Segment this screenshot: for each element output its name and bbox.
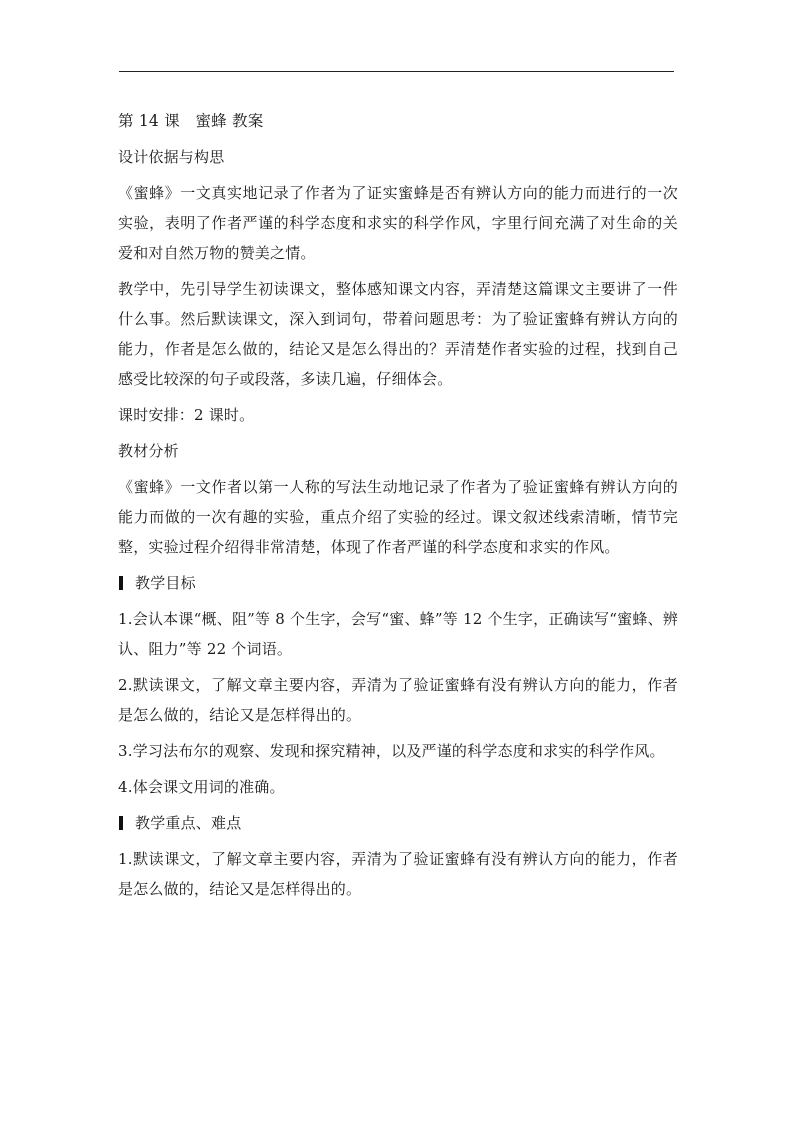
design-basis-paragraph-2: 教学中，先引导学生初读课文，整体感知课文内容，弄清楚这篇课文主要讲了一件什么事。然后默读课文，深入到词句，带着问题思考：为了验证蜜蜂有辨认方向的能力，作者是怎么做的，结论又是怎么得出的？弄清楚作者实验的过程，找到自己感受比较深的句子或段落，多读几遍，仔细体会。 [118, 280, 678, 388]
material-analysis-paragraph: 《蜜蜂》一文作者以第一人称的写法生动地记录了作者为了验证蜜蜂有辨认方向的能力而做的一次有趣的实验，重点介绍了实验的经过。课文叙述线索清晰，情节完整，实验过程介绍得非常清楚，体现了作者严谨的科学态度和求实的作风。 [118, 478, 678, 556]
heading-bar-icon [119, 816, 123, 830]
key-points-heading-label: 教学重点、难点 [135, 814, 242, 832]
key-points-heading [118, 808, 678, 838]
design-basis-paragraph-1: 《蜜蜂》一文真实地记录了作者为了证实蜜蜂是否有辨认方向的能力而进行的一次实验，表明了作者严谨的科学态度和求实的科学作风，字里行间充满了对生命的关爱和对自然万物的赞美之情。 [118, 184, 678, 262]
objective-item-2: 2.默读课文，了解文章主要内容，弄清为了验证蜜蜂有没有辨认方向的能力，作者是怎么做的，结论又是怎样得出的。 [118, 676, 678, 724]
schedule-text: 课时安排：2 课时。 [118, 406, 255, 424]
key-point-item-1: 1.默读课文，了解文章主要内容，弄清为了验证蜜蜂有没有辨认方向的能力，作者是怎么做的，结论又是怎样得出的。 [118, 850, 678, 898]
objectives-heading [118, 568, 678, 598]
page-title: 第 14 课 蜜蜂 教案 [118, 112, 264, 130]
objective-item-3: 3.学习法布尔的观察、发现和探究精神，以及严谨的科学态度和求实的科学作风。 [118, 742, 665, 760]
header-rule [119, 71, 674, 72]
document-body [118, 106, 678, 910]
objectives-heading-label: 教学目标 [135, 574, 196, 592]
design-basis-heading: 设计依据与构思 [118, 148, 225, 166]
objective-item-4: 4.体会课文用词的准确。 [118, 778, 285, 796]
objective-item-1: 1.会认本课“概、阻”等 8 个生字，会写“蜜、蜂”等 12 个生字，正确读写“蜜蜂、辨认、阻力”等 22 个词语。 [118, 610, 678, 658]
heading-bar-icon [119, 576, 123, 590]
material-analysis-heading: 教材分析 [118, 442, 179, 460]
